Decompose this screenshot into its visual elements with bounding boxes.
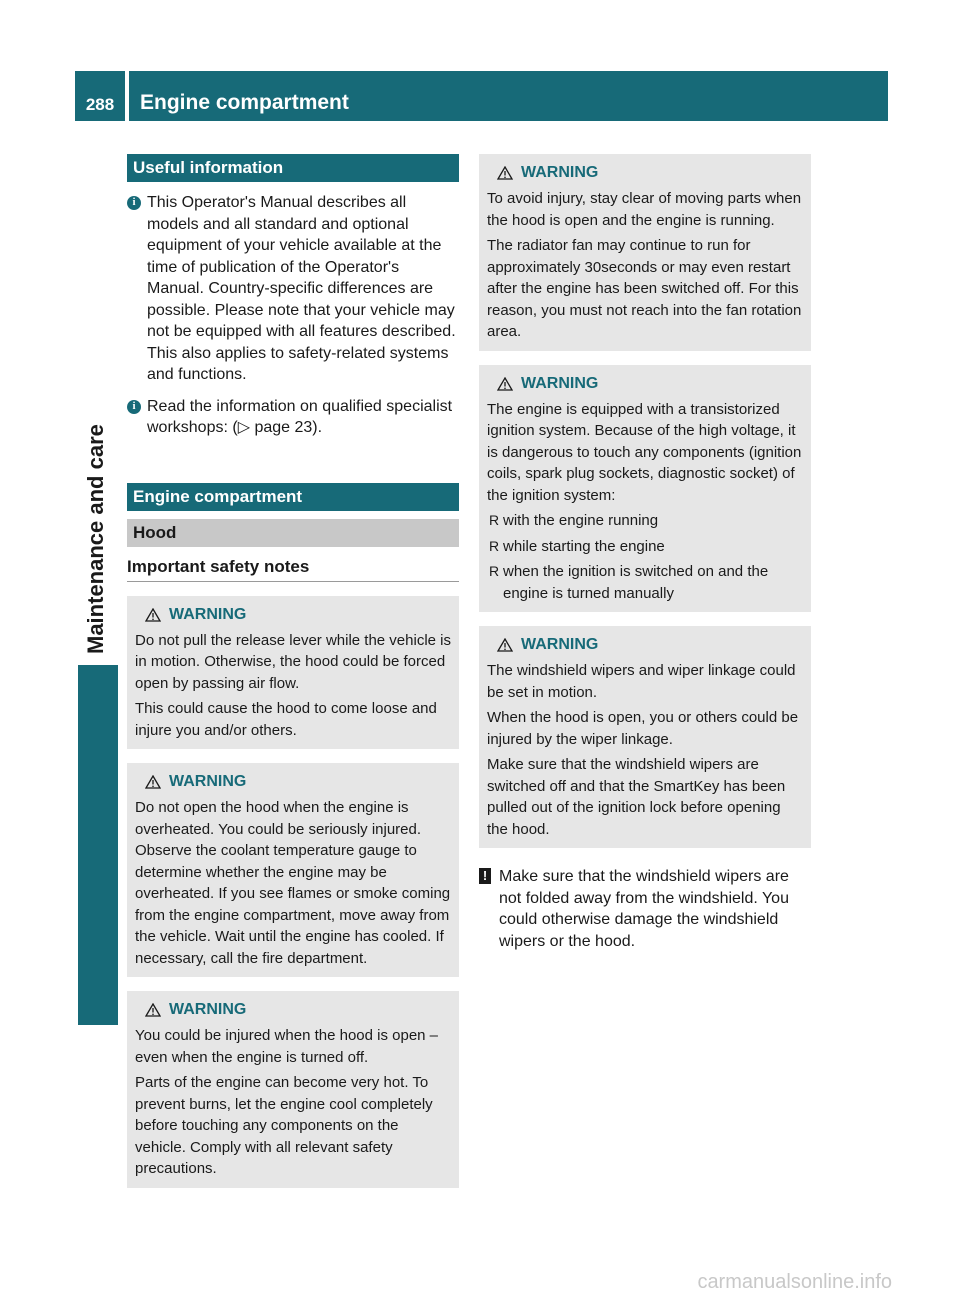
side-section-tab — [78, 98, 118, 658]
page-title: Engine compartment — [129, 71, 888, 121]
left-column — [127, 154, 459, 1188]
engine-compartment-heading: Engine compartment — [127, 483, 459, 511]
warning-title-text: WARNING — [169, 773, 247, 791]
warning-text: Do not pull the release lever while the vehicle is in motion. Otherwise, the hood could be forced open by passing air flow. — [135, 631, 452, 692]
warning-box — [127, 596, 459, 750]
info-note-text: This Operator's Manual describes all models and all standard and optional equipment of your vehicle available at the time of publication of the Operator's Manual. Country-specific differences are possible. Please note that your vehicle may not be equipped with all features described. This also applies to safety-related systems and functions. — [147, 194, 456, 383]
list-item: R with the engine running — [487, 510, 803, 532]
warning-title-text: WARNING — [521, 164, 599, 182]
warning-title — [487, 634, 803, 656]
useful-information-heading: Useful information — [127, 154, 459, 182]
warning-triangle-icon — [497, 166, 513, 180]
warning-triangle-icon — [145, 1003, 161, 1017]
safety-notes-heading: Important safety notes — [127, 547, 459, 582]
warning-text: Make sure that the windshield wipers are switched off and that the SmartKey has been pulled out of the ignition lock before opening the hood. — [487, 756, 786, 838]
warning-text: This could cause the hood to come loose and injure you and/or others. — [135, 700, 437, 739]
info-icon: i — [127, 400, 141, 414]
warning-text: To avoid injury, stay clear of moving parts when the hood is open and the engine is running. — [487, 190, 802, 229]
warning-text: The engine is equipped with a transistorized ignition system. Because of the high voltage, it is dangerous to touch any components (ignition coils, spark plug sockets, diagnostic socket) of the ignition system: — [487, 400, 802, 504]
list-item: R when the ignition is switched on and the engine is turned manually — [487, 561, 803, 604]
info-note — [127, 396, 459, 439]
warning-triangle-icon — [145, 775, 161, 789]
warning-title-text: WARNING — [169, 1001, 247, 1019]
side-section-label: Maintenance and care — [83, 424, 108, 654]
warning-text: You could be injured when the hood is open – even when the engine is turned off. — [135, 1027, 439, 1066]
warning-box — [127, 763, 459, 977]
warning-triangle-icon — [497, 638, 513, 652]
caution-note-text: Make sure that the windshield wipers are not folded away from the windshield. You could otherwise damage the windshield wipers or the hood. — [499, 868, 789, 950]
warning-title — [487, 162, 803, 184]
warning-title — [135, 604, 451, 626]
warning-text: Do not open the hood when the engine is overheated. You could be seriously injured. Observe the coolant temperature gauge to determine whether the engine may be overheated. If you see flames or smoke coming from the engine compartment, move away from the vehicle. Wait until the engine has cooled. If necessary, call the fire department. — [135, 799, 451, 967]
warning-title — [487, 373, 803, 395]
warning-text: Parts of the engine can become very hot. To prevent burns, let the engine cool completely before touching any components on the vehicle. Comply with all relevant safety precautions. — [135, 1074, 433, 1177]
info-note — [127, 192, 459, 386]
info-note-text: Read the information on qualified specialist workshops: (▷ page 23). — [147, 397, 453, 436]
bullet-list — [487, 510, 803, 604]
warning-text: When the hood is open, you or others could be injured by the wiper linkage. — [487, 709, 799, 748]
side-color-block — [78, 665, 118, 1025]
warning-box — [479, 626, 811, 848]
list-item: R while starting the engine — [487, 536, 803, 558]
warning-box — [479, 365, 811, 613]
warning-title-text: WARNING — [169, 605, 247, 623]
hood-heading: Hood — [127, 519, 459, 547]
caution-note — [479, 866, 811, 952]
info-icon: i — [127, 196, 141, 210]
watermark: carmanualsonline.info — [697, 1271, 892, 1293]
warning-triangle-icon — [145, 608, 161, 622]
right-column — [479, 154, 811, 952]
warning-text: The windshield wipers and wiper linkage could be set in motion. — [487, 662, 796, 701]
warning-box — [479, 154, 811, 351]
exclamation-icon: ! — [479, 868, 491, 884]
warning-title — [135, 999, 451, 1021]
page-number: 288 — [75, 71, 125, 121]
warning-title-text: WARNING — [521, 374, 599, 392]
warning-text: The radiator fan may continue to run for approximately 30seconds or may even restart after the engine has been switched off. For this reason, you must not reach into the fan rotation area. — [487, 237, 802, 340]
warning-box — [127, 991, 459, 1188]
warning-title-text: WARNING — [521, 636, 599, 654]
warning-title — [135, 771, 451, 793]
warning-triangle-icon — [497, 377, 513, 391]
